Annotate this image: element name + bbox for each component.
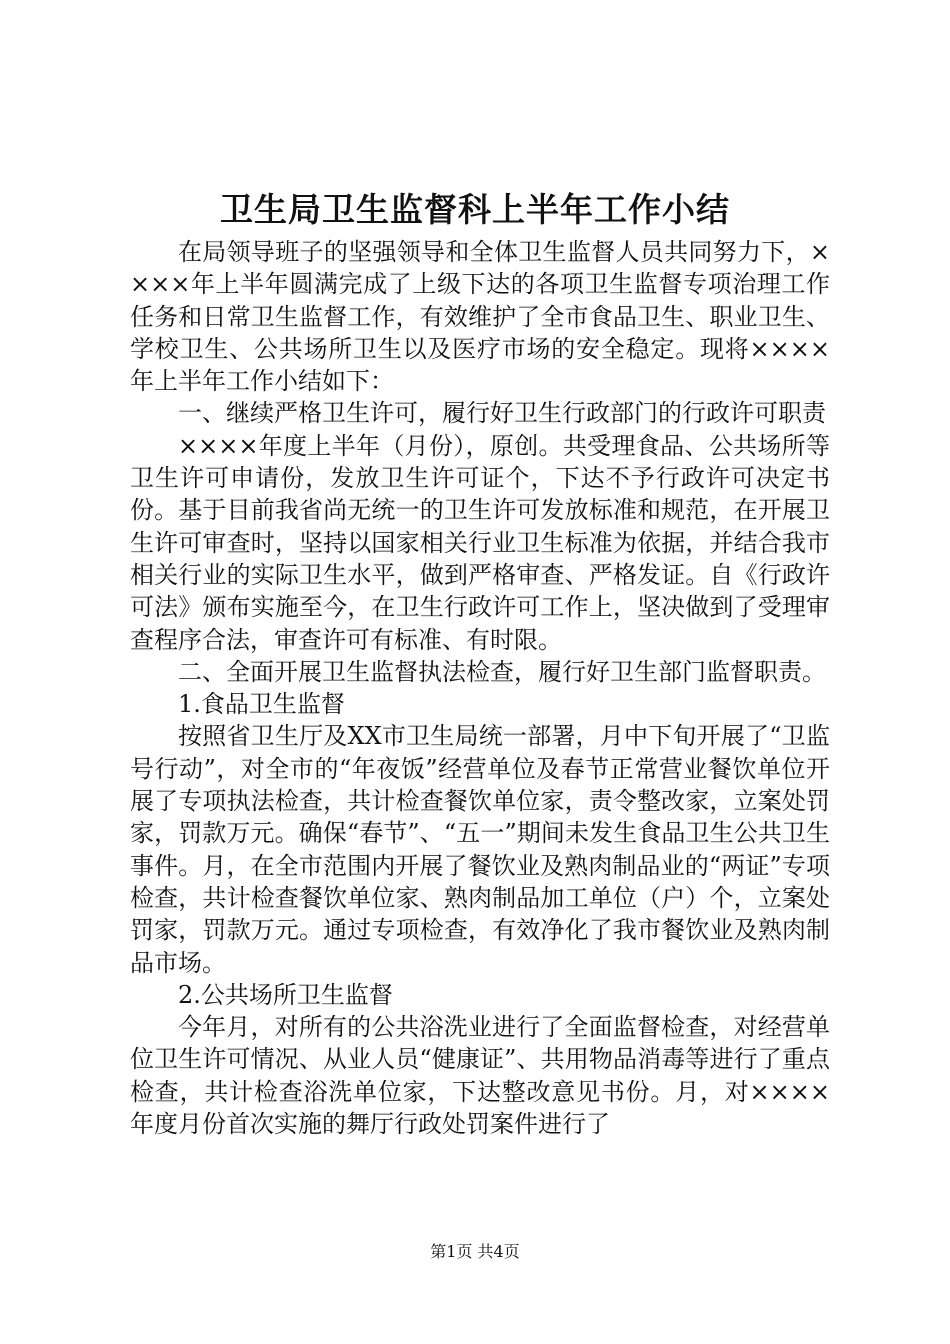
- section-heading-1: 一、继续严格卫生许可，履行好卫生行政部门的行政许可职责: [178, 399, 826, 428]
- document-title: 卫生局卫生监督科上半年工作小结: [220, 190, 730, 229]
- paragraph-intro: 在局领导班子的坚强领导和全体卫生监督人员共同努力下，××××年上半年圆满完成了上级下达的各项卫生监督专项治理工作任务和日常卫生监督工作，有效维护了全市食品卫生、职业卫生、学校卫生、公共场所卫生以及医疗市场的安全稳定。现将××××年上半年工作小结如下：: [130, 238, 830, 396]
- section-heading-2: 二、全面开展卫生监督执法检查，履行好卫生部门监督职责。: [178, 657, 826, 686]
- subheading-food-hygiene: 1.食品卫生监督: [178, 690, 345, 719]
- page-number-footer: 第1页 共4页: [430, 1242, 520, 1261]
- document-body: [130, 236, 830, 1140]
- paragraph-licensing: ××××年度上半年（月份），原创。共受理食品、公共场所等卫生许可申请份，发放卫生许可证个，下达不予行政许可决定书份。基于目前我省尚无统一的卫生许可发放标准和规范，在开展卫生许可审查时，坚持以国家相关行业卫生标准为依据，并结合我市相关行业的实际卫生水平，做到严格审查、严格发证。自《行政许可法》颁布实施至今，在卫生行政许可工作上，坚决做到了受理审查程序合法，审查许可有标准、有时限。: [130, 431, 830, 654]
- paragraph-public-places: 今年月，对所有的公共浴洗业进行了全面监督检查，对经营单位卫生许可情况、从业人员“健康证”、共用物品消毒等进行了重点检查，共计检查浴洗单位家，下达整改意见书份。月，对××××年度月份首次实施的舞厅行政处罚案件进行了: [130, 1013, 830, 1139]
- subheading-public-places: 2.公共场所卫生监督: [178, 980, 393, 1009]
- paragraph-food-hygiene: 按照省卫生厅及XX市卫生局统一部署，月中下旬开展了“卫监号行动”，对全市的“年夜饭”经营单位及春节正常营业餐饮单位开展了专项执法检查，共计检查餐饮单位家，责令整改家，立案处罚家，罚款万元。确保“春节”、“五一”期间未发生食品卫生公共卫生事件。月，在全市范围内开展了餐饮业及熟肉制品业的“两证”专项检查，共计检查餐饮单位家、熟肉制品加工单位（户）个，立案处罚家，罚款万元。通过专项检查，有效净化了我市餐饮业及熟肉制品市场。: [130, 722, 830, 977]
